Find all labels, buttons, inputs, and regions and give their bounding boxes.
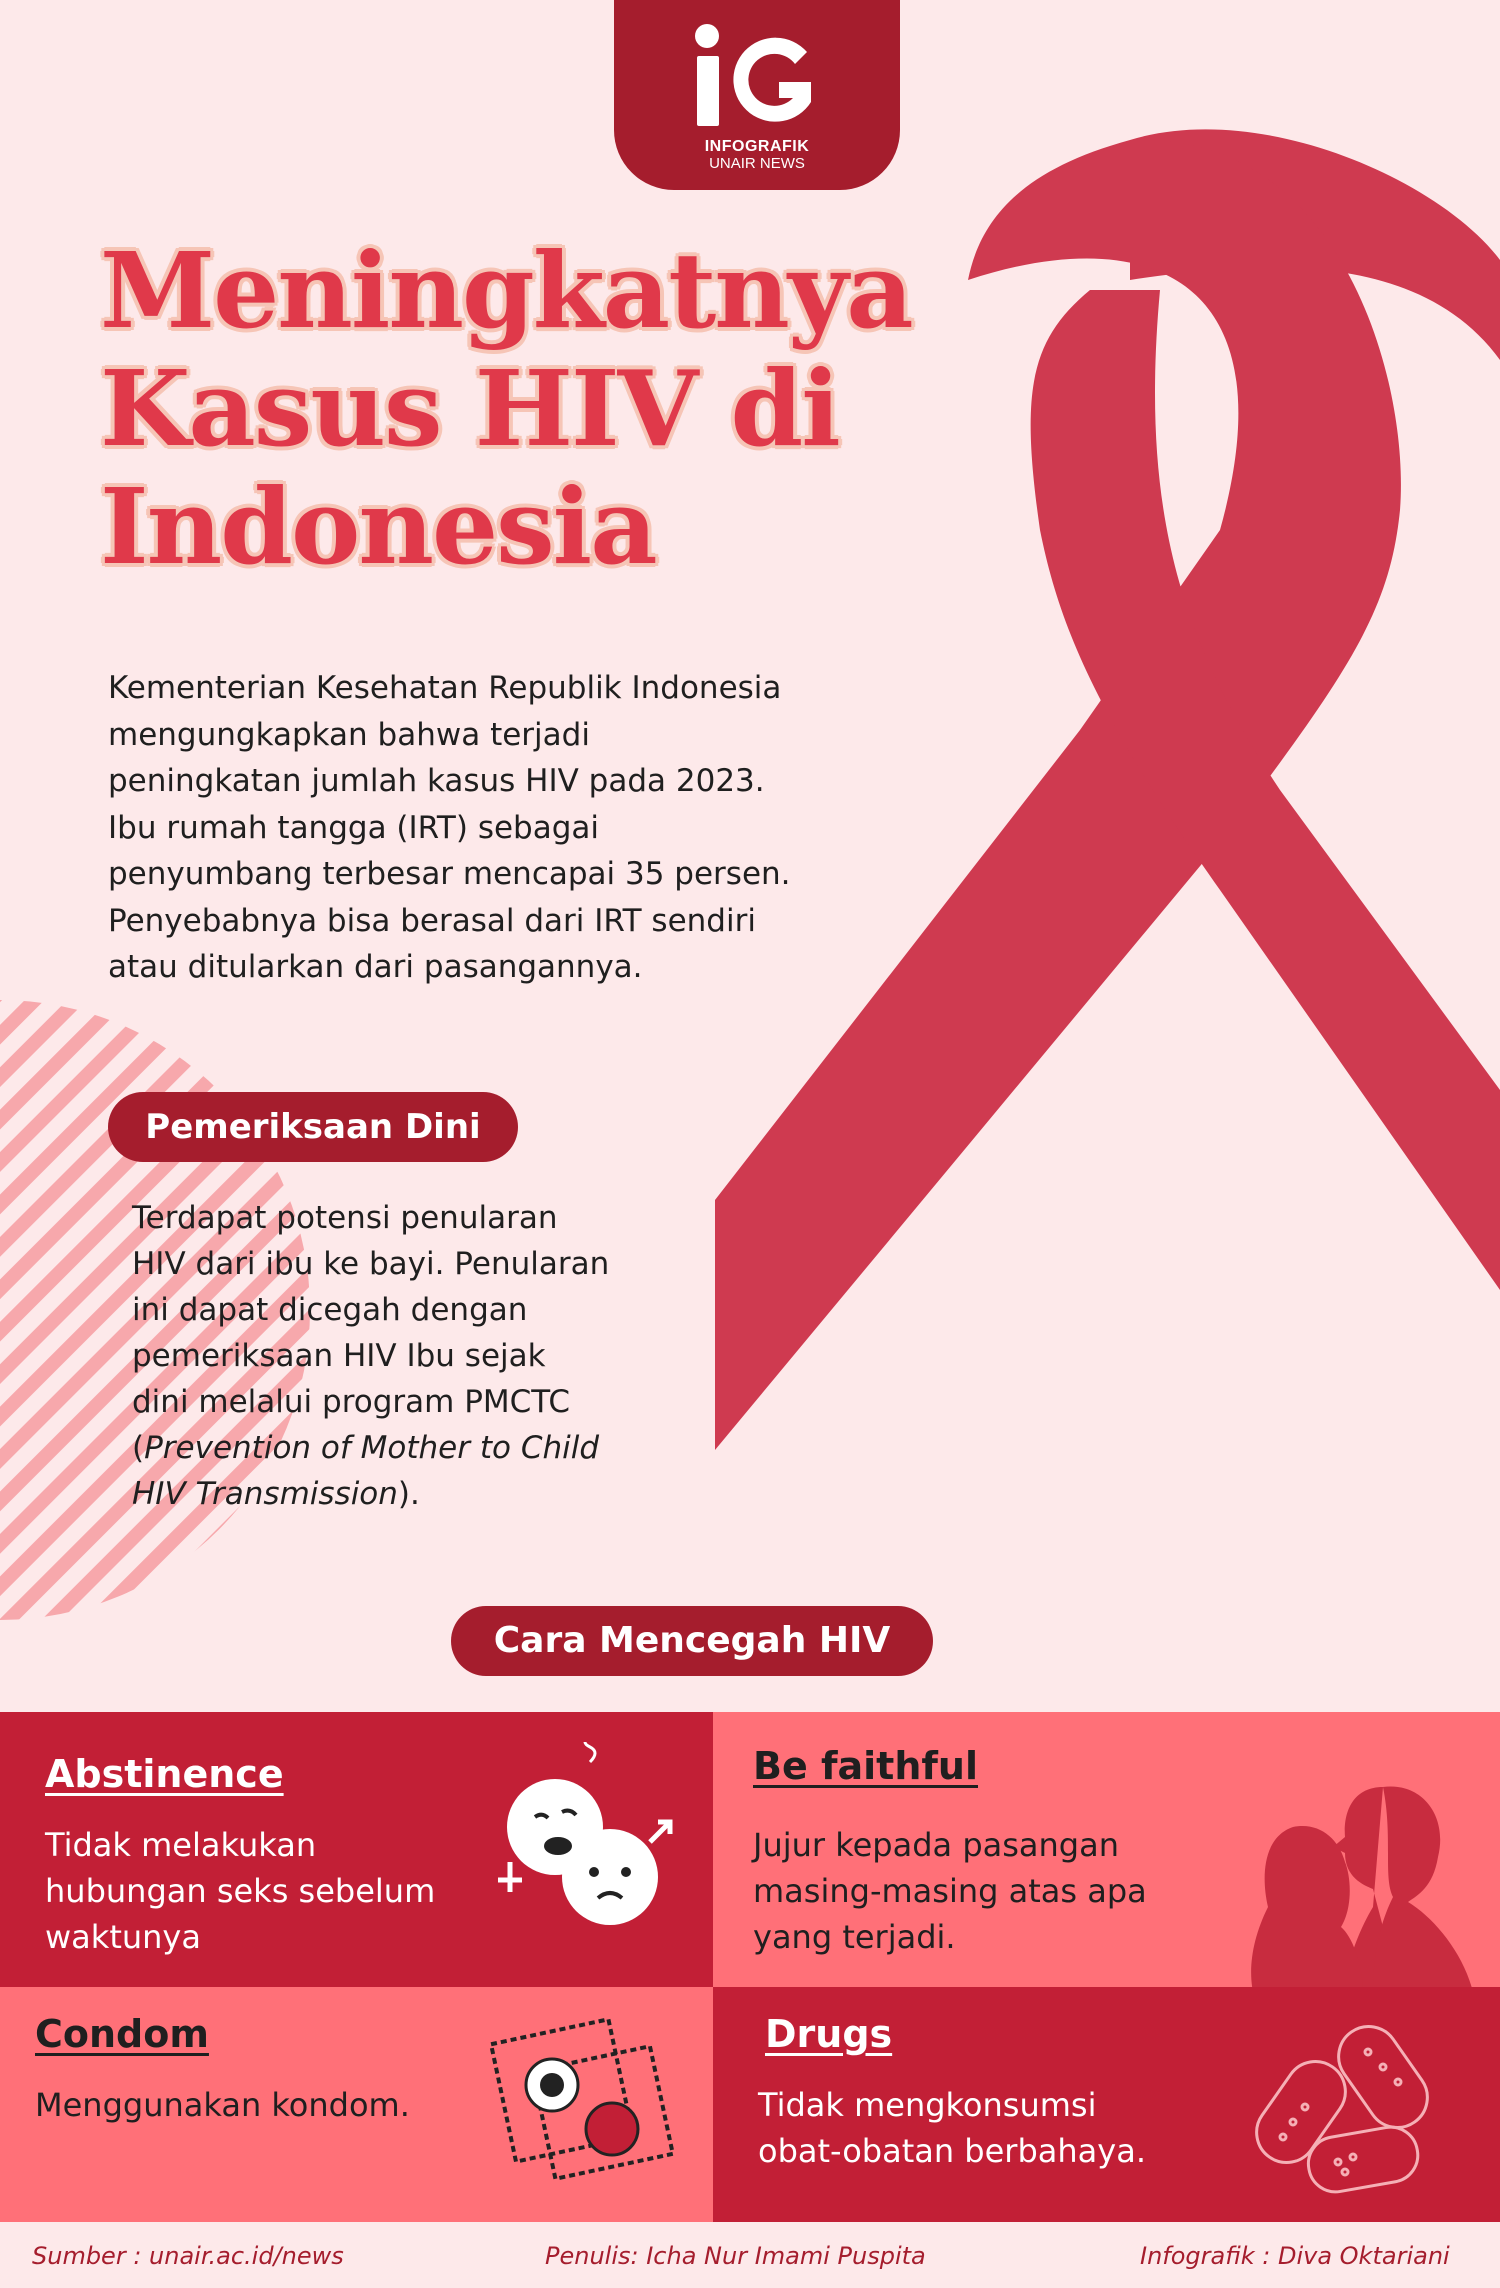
pemeriksaan-paragraph [132,1195,692,1517]
dini-line-italic-2 [132,1471,692,1517]
intro-line: Ibu rumah tangga (IRT) sebagai [108,809,600,846]
italic-term-2: HIV Transmission [132,1476,398,1512]
intro-line: Kementerian Kesehatan Republik Indonesia [108,670,782,706]
faithful-line: yang terjadi. [753,1918,956,1956]
abstinence-line: Tidak melakukan [45,1826,317,1864]
drugs-card [713,1987,1500,2222]
footer [0,2222,1500,2288]
drugs-line: Tidak mengkonsumsi [758,2086,1097,2124]
faithful-line: Jujur kepada pasangan [753,1826,1119,1864]
abstinence-card [0,1712,713,1987]
condom-text [35,2082,410,2128]
title-line-1: Meningkatnya [100,229,912,352]
abstinence-heading: Abstinence [45,1752,284,1796]
faithful-line: masing-masing atas apa [753,1872,1147,1910]
condom-packet-icon [480,2007,680,2197]
page-title [100,229,920,588]
be-faithful-card [713,1712,1500,1987]
footer-source: Sumber : unair.ac.id/news [32,2242,344,2270]
close-paren: ). [397,1476,420,1512]
drugs-line: obat-obatan berbahaya. [758,2132,1146,2170]
condom-line: Menggunakan kondom. [35,2086,410,2124]
cara-mencegah-badge: Cara Mencegah HIV [451,1606,933,1676]
condom-card [0,1987,713,2222]
drugs-heading: Drugs [765,2012,893,2056]
intro-line: peningkatan jumlah kasus HIV pada 2023. [108,763,765,799]
intro-line: Penyebabnya bisa berasal dari IRT sendiri [108,902,756,939]
title-line-2: Kasus HIV di [100,347,839,470]
infografik-logo [614,0,900,190]
italic-term-1: Prevention of Mother to Child [144,1430,600,1466]
be-faithful-heading: Be faithful [753,1744,978,1788]
couple-silhouette-icon [1233,1777,1483,1987]
abstinence-line: waktunya [45,1918,201,1956]
title-line-3: Indonesia [100,465,656,588]
abstinence-text [45,1822,435,1960]
intro-paragraph [108,665,888,991]
dini-line: dini melalui program PMCTC [132,1384,571,1420]
intro-line: atau ditularkan dari pasangannya. [108,949,643,985]
intro-line: penyumbang terbesar mencapai 35 persen. [108,856,791,892]
logo-line-1: INFOGRAFIK [704,138,810,155]
dini-line: pemeriksaan HIV Ibu sejak [132,1338,546,1374]
drugs-text [758,2082,1146,2174]
pemeriksaan-dini-badge: Pemeriksaan Dini [108,1092,518,1162]
dini-line-italic-1 [132,1425,692,1471]
dini-line: ini dapat dicegah dengan [132,1292,528,1328]
be-faithful-text [753,1822,1147,1960]
dini-line: Terdapat potensi penularan [132,1200,558,1236]
pills-icon [1253,2012,1453,2202]
ig-logo-icon [687,22,827,132]
sad-faces-gender-icon [490,1742,690,1942]
dini-line: HIV dari ibu ke bayi. Penularan [132,1246,610,1282]
footer-design: Infografik : Diva Oktariani [1140,2242,1450,2270]
intro-line: mengungkapkan bahwa terjadi [108,716,590,753]
footer-writer: Penulis: Icha Nur Imami Puspita [545,2242,926,2270]
abstinence-line: hubungan seks sebelum [45,1872,436,1910]
logo-line-2: UNAIR NEWS [709,155,805,172]
open-paren: ( [132,1430,145,1466]
condom-heading: Condom [35,2012,209,2056]
